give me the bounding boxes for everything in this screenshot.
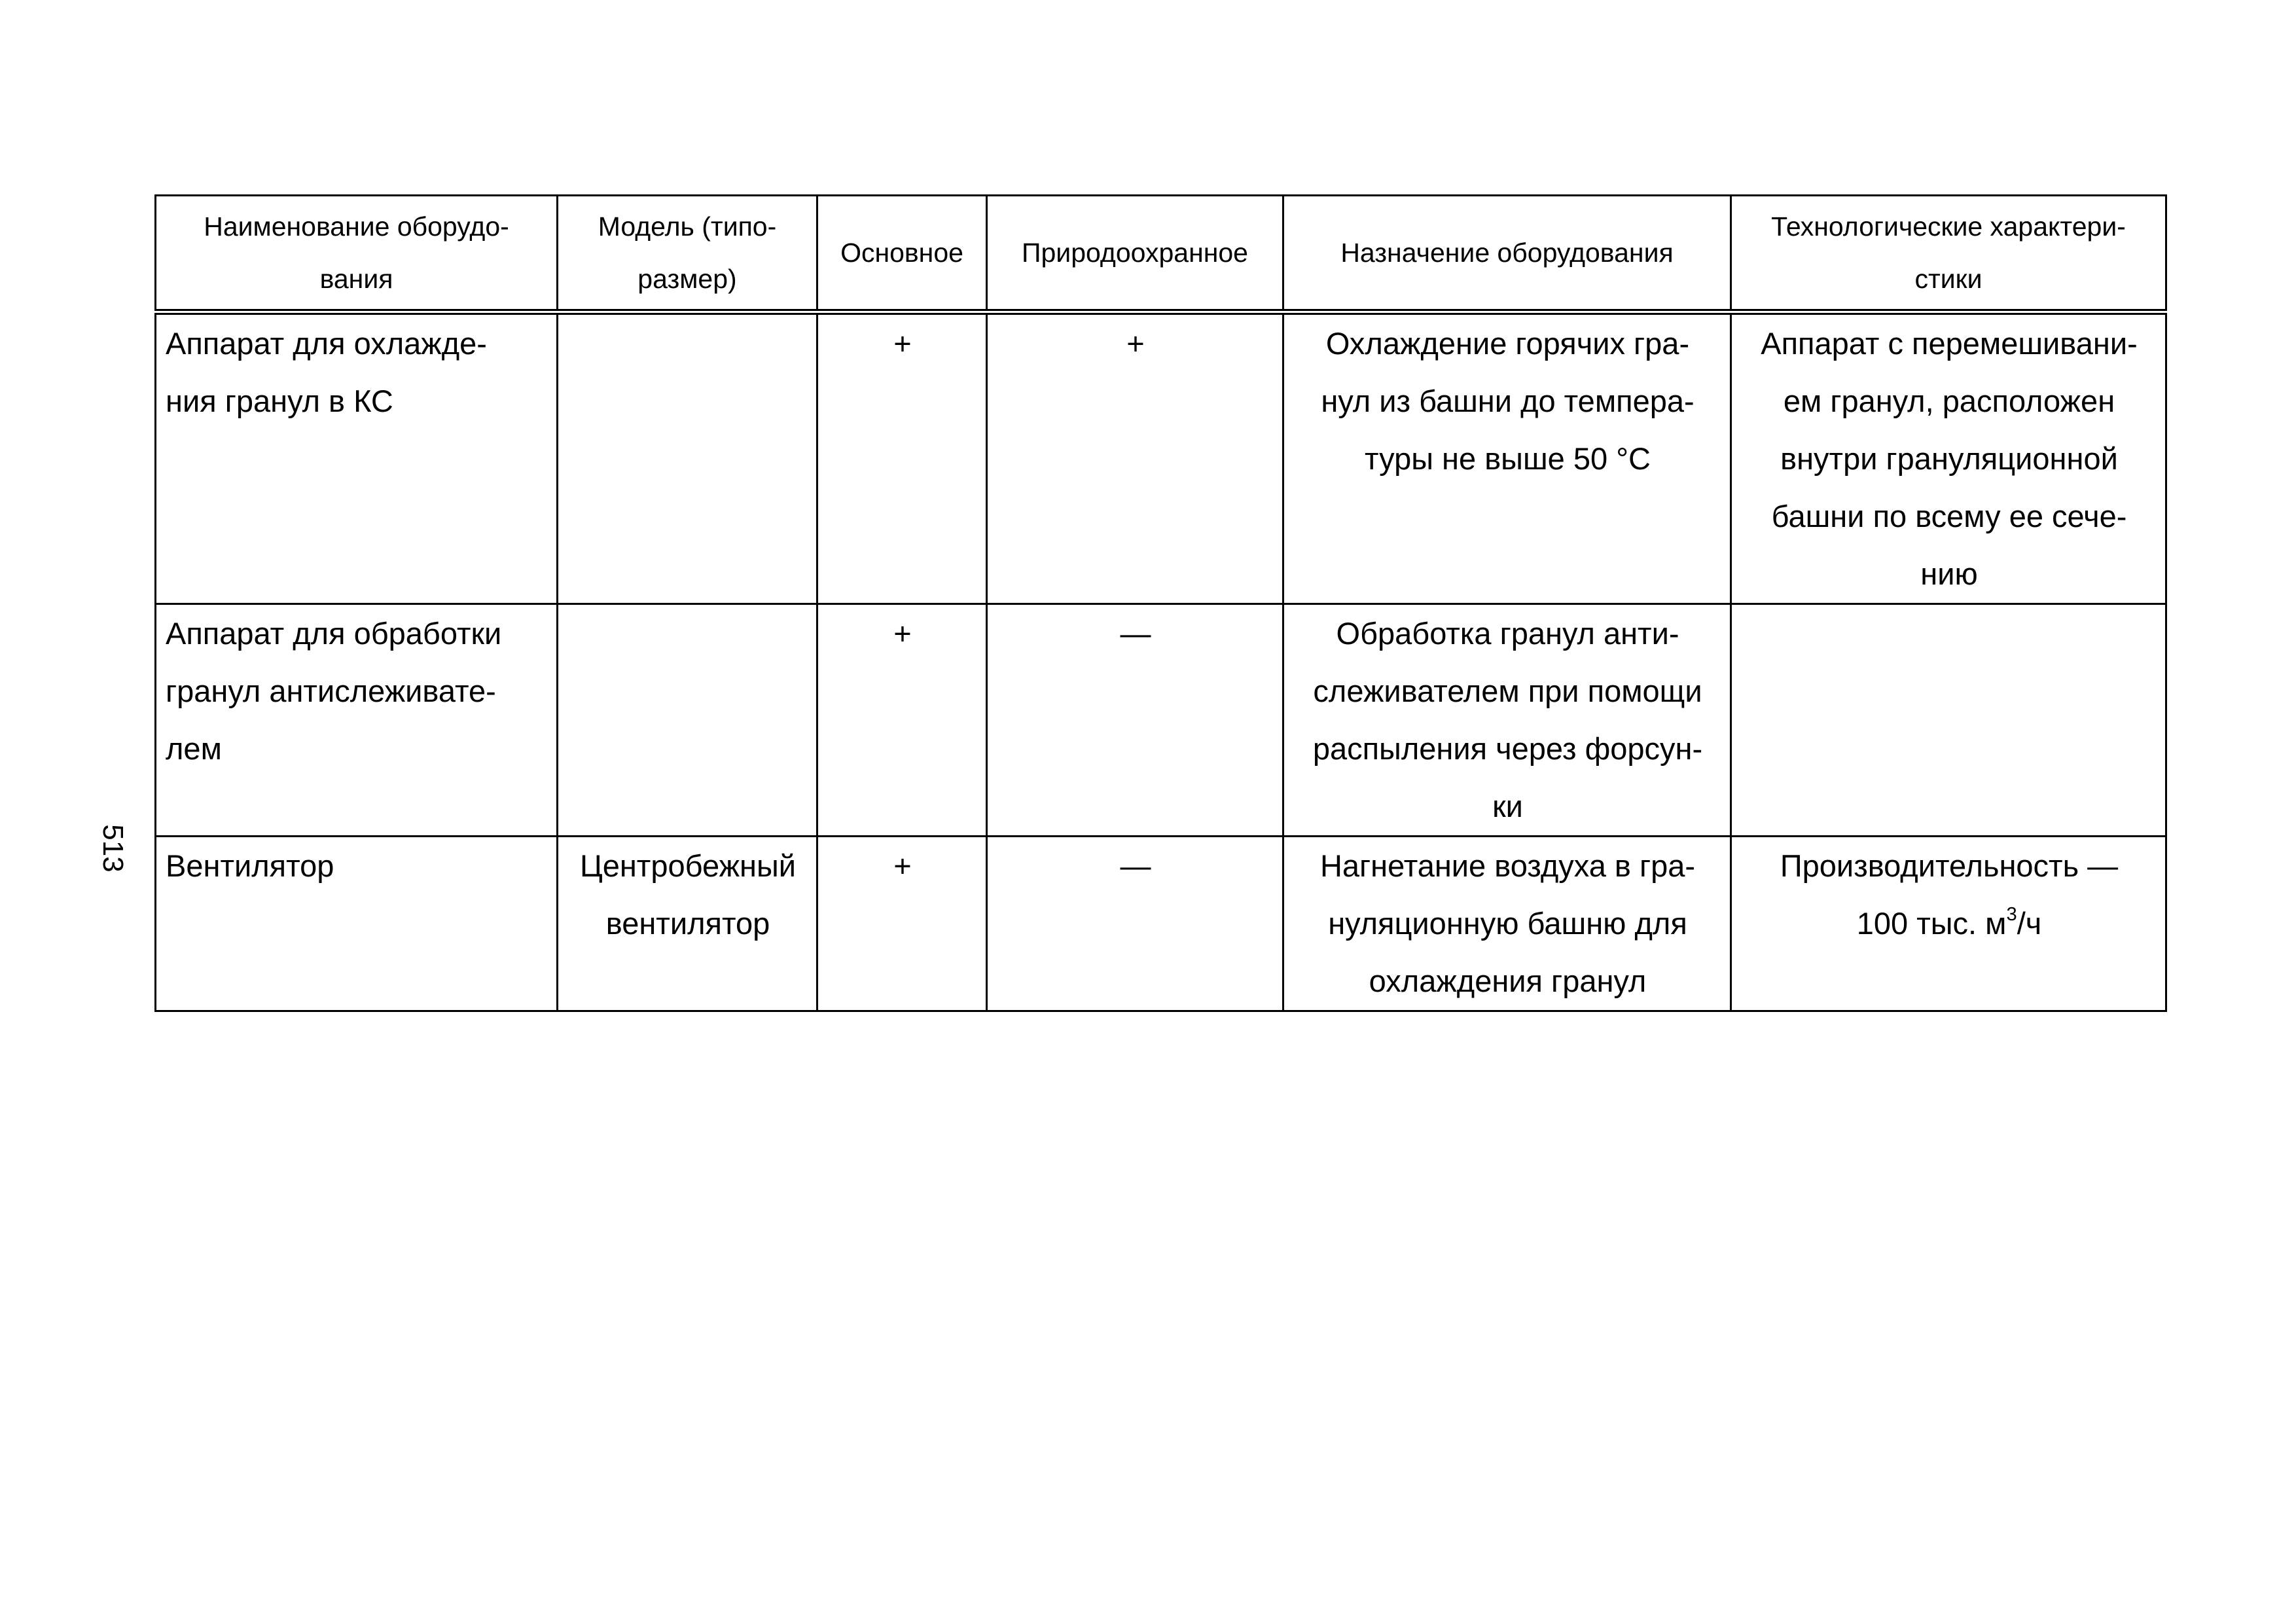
cell-environmental: — — [987, 837, 1283, 1011]
cell-environmental: — — [987, 604, 1283, 837]
table-row — [156, 312, 2166, 604]
cell-main: + — [817, 837, 987, 1011]
cell-equipment-name: Аппарат для обработки гранул антислеживате- лем — [156, 604, 558, 837]
superscript-exponent: 3 — [2006, 903, 2017, 925]
cell-purpose: Охлаждение горячих гра- нул из башни до темпера- туры не выше 50 °С — [1283, 312, 1731, 604]
characteristics-line2-prefix: 100 тыс. м — [1856, 906, 2007, 941]
cell-characteristics — [1731, 604, 2166, 837]
cell-characteristics: Аппарат с перемешивани- ем гранул, расположен внутри грануляционной башни по всему ее сече- нию — [1731, 312, 2166, 604]
table-header-row — [156, 196, 2166, 312]
table-row — [156, 604, 2166, 837]
cell-equipment-name: Аппарат для охлажде- ния гранул в КС — [156, 312, 558, 604]
cell-main: + — [817, 604, 987, 837]
header-model: Модель (типо- размер) — [558, 196, 817, 312]
cell-equipment-name: Вентилятор — [156, 837, 558, 1011]
cell-model: Центробежный вентилятор — [558, 837, 817, 1011]
table-row — [156, 837, 2166, 1011]
cell-characteristics — [1731, 837, 2166, 1011]
characteristics-line2-suffix: /ч — [2017, 906, 2042, 941]
header-characteristics: Технологические характери- стики — [1731, 196, 2166, 312]
header-equipment-name: Наименование оборудо- вания — [156, 196, 558, 312]
cell-main: + — [817, 312, 987, 604]
cell-model — [558, 604, 817, 837]
header-purpose: Назначение оборудования — [1283, 196, 1731, 312]
header-environmental: Природоохранное — [987, 196, 1283, 312]
equipment-table — [154, 194, 2167, 1012]
cell-environmental: + — [987, 312, 1283, 604]
cell-model — [558, 312, 817, 604]
header-main: Основное — [817, 196, 987, 312]
cell-purpose: Обработка гранул анти- слеживателем при помощи распыления через форсун- ки — [1283, 604, 1731, 837]
cell-purpose: Нагнетание воздуха в гра- нуляционную башню для охлаждения гранул — [1283, 837, 1731, 1011]
characteristics-line1: Производительность — — [1780, 848, 2119, 883]
page-number: 513 — [97, 824, 129, 873]
